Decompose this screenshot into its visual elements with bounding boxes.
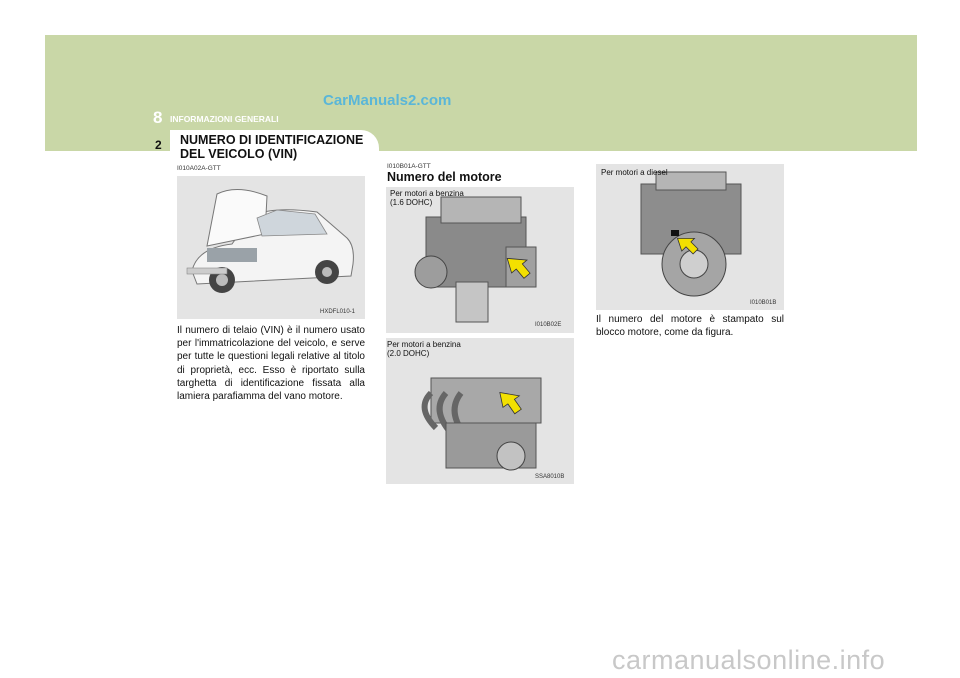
engine-20-illustration (386, 338, 574, 484)
diesel-figure (596, 164, 784, 310)
vin-figure (177, 176, 365, 319)
engine-20-code: SSA8010B (535, 474, 565, 480)
engine-20-figure (386, 338, 574, 484)
engine-16-caption-line1: Per motori a benzina (390, 189, 464, 198)
section-code: I010A02A-GTT (177, 165, 221, 172)
vin-paragraph: Il numero di telaio (VIN) è il numero usato per l'immatricolazione del veicolo, e serve per tutte le questioni legali relative al titolo di proprietà, ecc. Esso è riportato sulla targhetta di identificazione fissata alla lamiera parafiamma del vano motore. (177, 325, 365, 403)
car-illustration (177, 176, 365, 319)
diesel-engine-illustration (596, 164, 784, 310)
chapter-number: 8 (153, 108, 163, 127)
engine-16-illustration (386, 187, 574, 333)
engine-paragraph: Il numero del motore è stampato sul blocco motore, come da figura. (596, 314, 784, 339)
engine-20-caption (387, 340, 461, 358)
diesel-code: I010B01B (750, 300, 777, 306)
engine-section-code: I010B01A-GTT (387, 163, 431, 170)
section-title-line2: DEL VEICOLO (VIN) (180, 147, 298, 161)
chapter-title: INFORMAZIONI GENERALI (170, 114, 279, 124)
vin-figure-code: HXDFL010-1 (320, 309, 356, 315)
site-watermark[interactable]: CarManuals2.com (323, 92, 452, 109)
page-number: 2 (155, 138, 162, 152)
section-title (180, 133, 363, 161)
engine-16-figure (386, 187, 574, 333)
engine-20-caption-line1: Per motori a benzina (387, 340, 461, 349)
section-title-line1: NUMERO DI IDENTIFICAZIONE (180, 133, 364, 147)
diesel-caption: Per motori a diesel (601, 168, 668, 177)
footer-watermark[interactable]: carmanualsonline.info (612, 645, 886, 675)
engine-16-code: I010B02E (535, 322, 562, 328)
engine-section-title: Numero del motore (387, 170, 502, 184)
engine-20-caption-line2: (2.0 DOHC) (387, 349, 430, 358)
engine-16-caption-line2: (1.6 DOHC) (390, 198, 433, 207)
engine-16-caption (390, 189, 464, 207)
